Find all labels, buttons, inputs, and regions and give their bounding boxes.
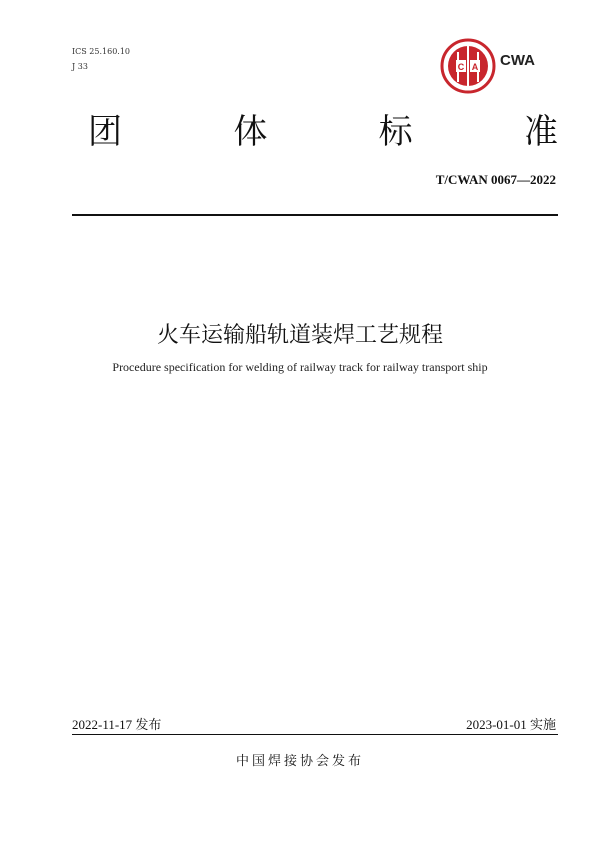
ics-code: ICS 25.160.10 [72,47,131,56]
svg-text:A: A [471,62,479,72]
classification-codes [72,44,130,74]
cwa-logo-icon [440,38,496,94]
doc-type-char: 团 [88,112,122,152]
standard-number: T/CWAN 0067—2022 [435,172,556,187]
doc-type-char: 准 [523,112,558,152]
bottom-divider [72,734,558,735]
svg-text:C: C [457,62,465,72]
ccs-code: J 33 [72,62,88,71]
logo-text: CWA [500,52,535,69]
top-divider [72,214,558,216]
doc-type-char: 体 [233,112,268,152]
issuer: 中国焊接协会发布 [235,754,364,769]
publish-date: 2022-11-17 发布 [72,717,162,732]
document-type-title [88,104,558,153]
title-chinese: 火车运输船轨道装焊工艺规程 [156,323,443,348]
doc-type-char: 标 [378,112,413,152]
title-english: Procedure specification for welding of railway track for railway transport ship [112,360,488,374]
effective-date: 2023-01-01 实施 [466,717,556,732]
